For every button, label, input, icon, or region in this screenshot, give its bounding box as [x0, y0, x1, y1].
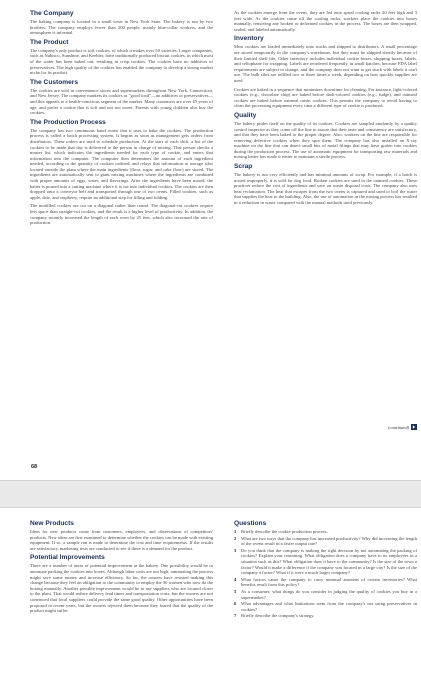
section-heading: New Products	[30, 520, 74, 527]
questions-column	[234, 520, 417, 620]
question-number: 7	[234, 613, 237, 619]
right-column-sections	[234, 35, 417, 205]
question-item	[234, 577, 417, 588]
section-heading: Quality	[234, 111, 257, 119]
body-paragraph: Ideas for new products come from customers, employees, and observations of competitors' products. New ideas are first examined to determine whether the cookies can be made with existing equipment. If so, a sample run is made to determine the cost and time requirements. If the results are satisfactory, marketing tests are conducted to see if there is a demand for the product.	[30, 529, 213, 551]
body-paragraph: Cookies are baked in a sequence that minimizes downtime for cleaning. For instance, light-colored cookies (e.g., chocolate chip) are baked before dark-colored cookies (e.g., fudge), and oatmeal cookies are baked before oatmeal raisin cookies. This permits the company to avoid having to clean the processing equipment every time a different type of cookie is produced.	[234, 86, 417, 109]
questions-list	[234, 529, 417, 619]
question-text: As a consumer, what things do you consider in judging the quality of cookies you buy in a supermarket?	[241, 588, 417, 600]
continued-label: (continued)	[388, 425, 410, 430]
questions-heading: Questions	[234, 520, 267, 527]
body-paragraph: There are a number of areas of potential improvement at the bakery. One possibility would be to automate packing the cookies into boxes. Although labor costs are not high, automating the process might save some money and increase efficiency. So far, the owners have resisted making this change because they feel an obligation to the community to employ the 30 women who now do the boxing manually. Another possible improvement would be to use suppliers who are located closer to the plant. That would reduce delivery lead times and transportation costs, but the owners are not convinced that local suppliers could provide the same good quality. Other opportunities have been proposed in recent years, but the owners rejected them because they feared that the quality of the product might suffer.	[30, 563, 213, 614]
section-the-customers	[30, 79, 213, 116]
body-paragraph: The company has two continuous band ovens that it uses to bake the cookies. The production process is called a batch processing system. It begins as soon as management gets orders from distributors. These orders are used to schedule production. At the start of each shift, a list of the cookies to be made that day is delivered to the person in charge of mixing. That person checks a master list, which indicates the ingredients needed for each type of cookie, and enters that information into the computer. The computer then determines the amount of each ingredient needed, according to the quantity of cookies ordered, and relays that information to storage silos located outside the plant where the main ingredients (flour, sugar, and cake flour) are stored. The ingredients are automatically sent to giant mixing machines where the ingredients are combined with proper amounts of eggs, water, and flavorings. After the ingredients have been mixed, the batter is poured into a cutting machine where it is cut into individual cookies. The cookies are then dropped onto a conveyor belt and transported through one of two ovens. Filled cookies, such as apple, date, and raspberry, require an additional step for filling and folding.	[30, 127, 213, 200]
section-heading: Potential Improvements	[30, 554, 105, 562]
section-inventory	[234, 35, 417, 109]
page-divider	[0, 480, 421, 508]
body-paragraph: The bakery is run very efficiently and has minimal amounts of scrap. For example, if a batch is mixed improperly, it is sold for dog food. Broken cookies are used in the oatmeal cookies. These practices reduce the cost of ingredients and save on waste disposal costs. The company also uses heat reclamation: The heat that escapes from the two ovens is captured and used to boil the water that supplies the heat to the building. Also, the use of automation in the mixing process has resulted in a reduction in waste compared with the manual methods used previously.	[234, 172, 417, 206]
body-paragraph: The company's only product is soft cookies, of which it makes over 50 varieties. Larger companies, such as Nabisco, Sunshine, and Keebler, have traditionally produced biscuit cookies, in which most of the water has been baked out, resulting in crisp cookies. The cookies have no additives or preservatives. The high quality of the cookies has enabled the company to develop a strong market niche for its product.	[30, 47, 213, 76]
section-scrap	[234, 163, 417, 206]
body-paragraph: The bakery prides itself on the quality of its cookies. Cookies are sampled randomly by a quality control inspector as they come off the line to assure that their taste and consistency are satisfactory, and that they have been baked to the proper degree. Also, workers on the line are responsible for removing defective cookies when they spot them. The company has also installed an X-ray machine on the line that can detect small bits of metal filings that may have gotten into cookies during the production process. The use of automatic equipment for transporting raw materials and mixing batter has made it easier to maintain a sterile process.	[234, 120, 417, 160]
bottom-left-column	[30, 520, 213, 617]
section-potential-improvements	[30, 554, 213, 613]
question-item	[234, 536, 417, 547]
body-paragraph: The cookies are sold in convenience stores and supermarkets throughout New York, Connecticut, and New Jersey. The company markets its cookies as "good food"—no additives or preservatives—and this appeals to a health-conscious segment of the market. Many customers are over 45 years of age, and prefer a cookie that is soft and not too sweet. Parents with young children also buy the cookies.	[30, 87, 213, 116]
section-heading: The Product	[30, 38, 69, 46]
question-number: 4	[234, 576, 237, 582]
question-item	[234, 548, 417, 576]
question-text: What are two ways that the company has increased productivity? Why did increasing the length of the ovens result in a faster output rate?	[241, 535, 417, 547]
section-heading: Scrap	[234, 163, 253, 171]
right-column	[234, 10, 417, 209]
body-paragraph: The nonfilled cookies are cut on a diagonal rather than round. The diagonal-cut cookies require less space than straight-cut cookies, and the result is a higher level of productivity. In addition, the company recently increased the length of each oven by 25 feet, which also increased the rate of production.	[30, 203, 213, 226]
section-the-company	[30, 10, 213, 36]
question-number: 3	[234, 547, 237, 553]
question-text: What factors cause the company to carry minimal amounts of certain inventories? What benefits result from this policy?	[241, 576, 417, 588]
section-quality	[234, 112, 417, 160]
question-number: 1	[234, 529, 237, 534]
textbook-page-lower	[0, 508, 421, 700]
question-text: Do you think that the company is making the right decision by not automating the packing of cookies? Explain your reasoning. What obligation does a company have to its employees in a situation such as this? What obligation does it have to the community? Is the size of the town a factor? Would it make a difference if the company was located in a large city? Is the size of the company a factor? What if it were a much larger company?	[241, 547, 417, 576]
question-item	[234, 529, 417, 535]
section-heading: The Company	[30, 10, 74, 17]
question-item	[234, 589, 417, 600]
question-text: Briefly describe the company's strategy.	[241, 613, 315, 619]
section-the-production-process	[30, 119, 213, 226]
section-heading: The Customers	[30, 78, 78, 86]
question-text: Briefly describe the cookie production process.	[241, 529, 328, 534]
question-text: What advantages and what limitations stem from the company's not using preservatives in cookies?	[241, 601, 417, 612]
cooling-paragraph: As the cookies emerge from the ovens, they are fed onto spiral cooling racks 20 feet high and 3 feet wide. As the cookies come off the cooling racks, workers place the cookies into boxes manually, removing any broken or deformed cookies in the process. The boxes are then wrapped, sealed, and labeled automatically.	[234, 10, 417, 32]
section-heading: Inventory	[234, 35, 264, 43]
question-number: 5	[234, 588, 237, 594]
section-heading: The Production Process	[30, 118, 106, 126]
question-item	[234, 601, 417, 612]
question-number: 2	[234, 535, 237, 541]
body-paragraph: The baking company is located in a small town in New York State. The bakery is run by two brothers. The company employs fewer than 200 people, mainly blue-collar workers, and the atmosphere is informal.	[30, 19, 213, 36]
section-the-product	[30, 39, 213, 76]
continued-arrow-icon	[411, 424, 417, 430]
section-new-products	[30, 520, 213, 551]
body-paragraph: Most cookies are loaded immediately onto trucks and shipped to distributors. A small percentage are stored temporarily in the company's warehouse, but they must be shipped shortly because of their limited shelf life. Other inventory includes individual cookie boxes, shipping boxes, labels, and cellophane for wrapping. Labels are reordered frequently, in small batches, because FDA label requirements are subject to change, and the company does not want to get stuck with labels it can't use. The bulk silos are refilled two or three times a week, depending on how quickly supplies are used.	[234, 44, 417, 83]
question-number: 6	[234, 601, 237, 607]
left-column	[30, 10, 213, 229]
question-item	[234, 613, 417, 619]
page-number: 68	[31, 464, 38, 470]
